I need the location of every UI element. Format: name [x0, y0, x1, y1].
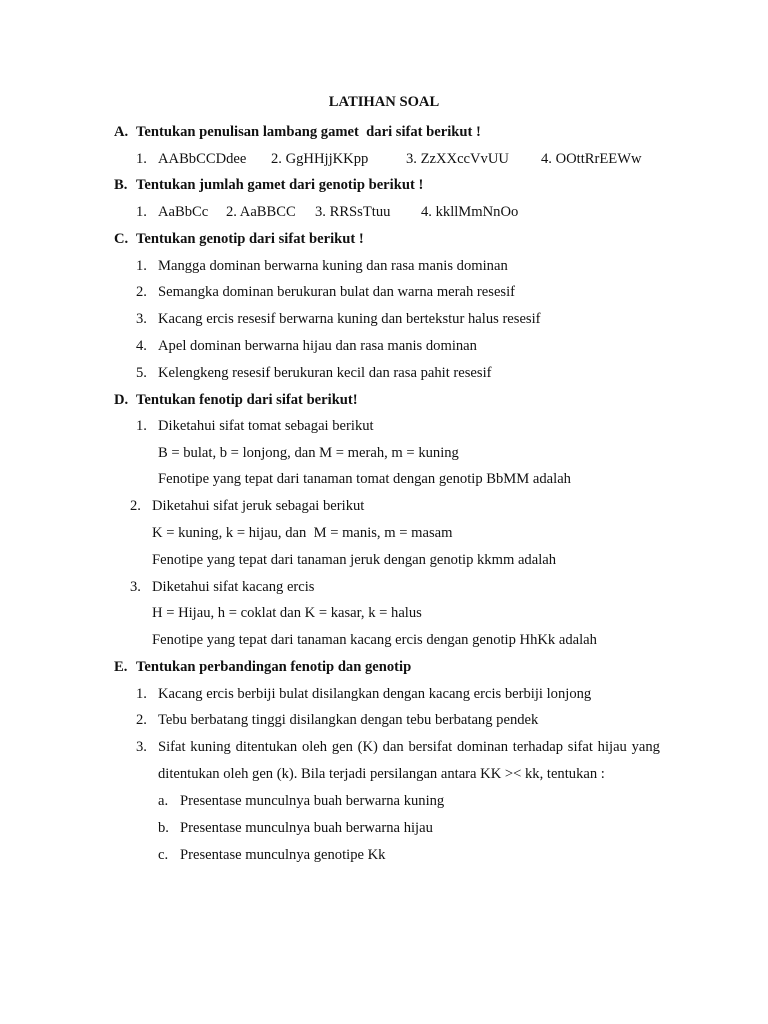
genotype-item: AaBbCc — [158, 204, 209, 220]
list-item: Mangga dominan berwarna kuning dan rasa manis dominan — [158, 258, 508, 274]
list-item-detail: Fenotipe yang tepat dari tanaman tomat dengan genotip BbMM adalah — [158, 471, 571, 487]
list-item: Tebu berbatang tinggi disilangkan dengan tebu berbatang pendek — [158, 712, 539, 728]
list-item: Diketahui sifat jeruk sebagai berikut — [152, 498, 365, 514]
section-letter-d: D. — [114, 392, 129, 408]
list-item: Diketahui sifat tomat sebagai berikut — [158, 418, 374, 434]
list-number: 5. — [136, 365, 147, 381]
list-number: 3. — [136, 311, 147, 327]
section-heading-b: Tentukan jumlah gamet dari genotip berikut ! — [136, 177, 424, 193]
list-item: Diketahui sifat kacang ercis — [152, 579, 315, 595]
document-title: LATIHAN SOAL — [328, 94, 440, 110]
list-item-detail: B = bulat, b = lonjong, dan M = merah, m = kuning — [158, 445, 459, 461]
section-letter-c: C. — [114, 231, 129, 247]
sub-letter: a. — [158, 793, 169, 809]
list-number: 2. — [136, 712, 147, 728]
section-heading-a: Tentukan penulisan lambang gamet dari sifat berikut ! — [136, 124, 481, 140]
list-item-detail: K = kuning, k = hijau, dan M = manis, m = masam — [152, 525, 453, 541]
list-item: Kacang ercis berbiji bulat disilangkan dengan kacang ercis berbiji lonjong — [158, 686, 592, 702]
genotype-item: AABbCCDdee — [158, 151, 247, 167]
list-item-detail: Fenotipe yang tepat dari tanaman jeruk dengan genotip kkmm adalah — [152, 552, 557, 568]
sub-letter: b. — [158, 820, 169, 836]
section-letter-a: A. — [114, 124, 129, 140]
list-number: 1. — [136, 204, 147, 220]
section-heading-c: Tentukan genotip dari sifat berikut ! — [136, 231, 364, 247]
list-number: 4. — [136, 338, 147, 354]
list-number: 3. — [130, 579, 141, 595]
sub-item: Presentase munculnya buah berwarna kuning — [180, 793, 445, 809]
list-item: Semangka dominan berukuran bulat dan warna merah resesif — [158, 284, 516, 300]
section-letter-b: B. — [114, 177, 128, 193]
genotype-item: 4. kkllMmNnOo — [421, 204, 519, 220]
sub-item: Presentase munculnya buah berwarna hijau — [180, 820, 433, 836]
section-heading-e: Tentukan perbandingan fenotip dan genotip — [136, 659, 412, 675]
genotype-item: 3. ZzXXccVvUU — [406, 151, 509, 167]
list-item-detail: H = Hijau, h = coklat dan K = kasar, k = halus — [152, 605, 422, 621]
genotype-item: 3. RRSsTtuu — [315, 204, 391, 220]
list-number: 2. — [136, 284, 147, 300]
list-number: 1. — [136, 418, 147, 434]
genotype-item: 2. AaBBCC — [226, 204, 296, 220]
list-number: 1. — [136, 258, 147, 274]
genotype-item: 2. GgHHjjKKpp — [271, 151, 369, 167]
sub-letter: c. — [158, 847, 169, 863]
list-number: 3. — [136, 739, 147, 755]
section-letter-e: E. — [114, 659, 128, 675]
list-item: Apel dominan berwarna hijau dan rasa manis dominan — [158, 338, 477, 354]
list-item: Kacang ercis resesif berwarna kuning dan bertekstur halus resesif — [158, 311, 541, 327]
genotype-item: 4. OOttRrEEWw — [541, 151, 642, 167]
list-item: Kelengkeng resesif berukuran kecil dan rasa pahit resesif — [158, 365, 492, 381]
list-item-continued: ditentukan oleh gen (k). Bila terjadi persilangan antara KK >< kk, tentukan : — [158, 766, 605, 782]
list-number: 1. — [136, 151, 147, 167]
list-item: Sifat kuning ditentukan oleh gen (K) dan bersifat dominan terhadap sifat hijau yang — [158, 739, 660, 755]
section-heading-d: Tentukan fenotip dari sifat berikut! — [136, 392, 358, 408]
list-number: 2. — [130, 498, 141, 514]
sub-item: Presentase munculnya genotipe Kk — [180, 847, 386, 863]
list-number: 1. — [136, 686, 147, 702]
list-item-detail: Fenotipe yang tepat dari tanaman kacang ercis dengan genotip HhKk adalah — [152, 632, 597, 648]
